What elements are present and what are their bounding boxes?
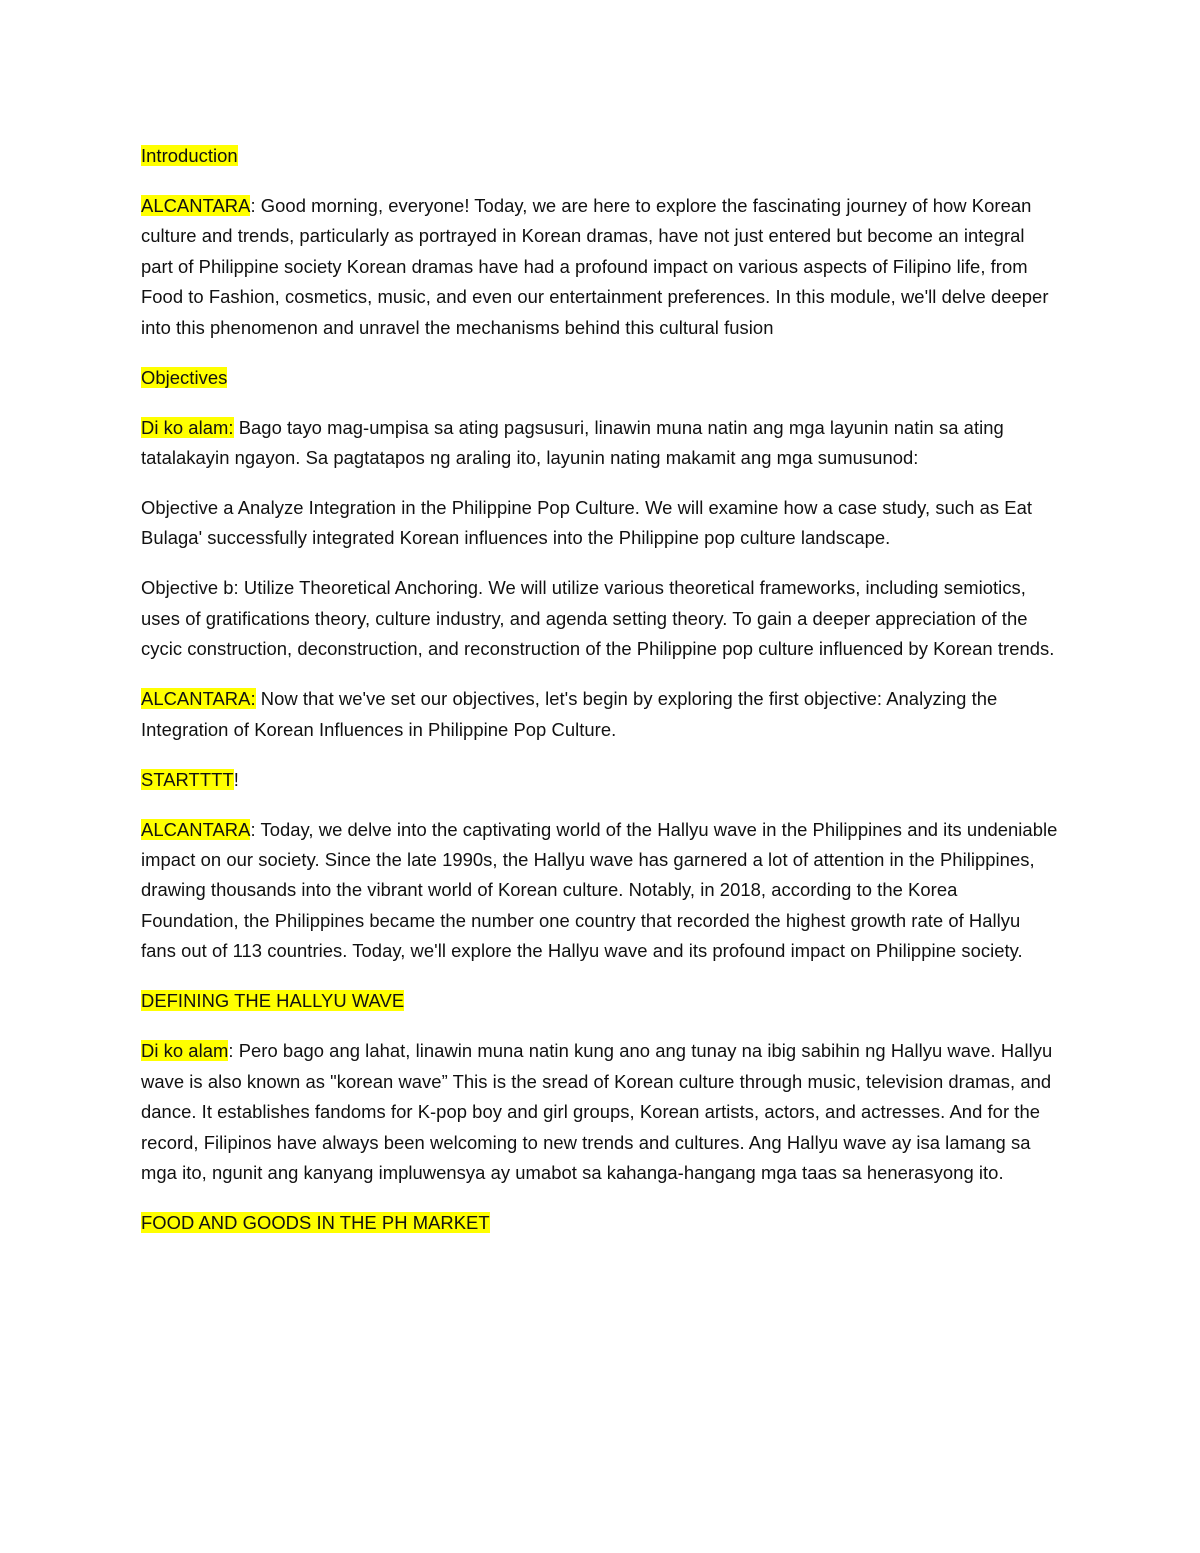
heading-objectives	[141, 363, 1059, 393]
speaker-label: ALCANTARA:	[141, 688, 256, 710]
heading-defining-hallyu	[141, 986, 1059, 1016]
paragraph-text: Today, we delve into the captivating world of the Hallyu wave in the Philippines and its undeniable impact on our society. Since the late 1990s, the Hallyu wave has garnered a lot of attention in the Philippines, drawing thousands into the vibrant world of Korean culture. Notably, in 2018, according to the Korea Foundation, the Philippines became the number one country that recorded the highest growth rate of Hallyu fans out of 113 countries. Today, we'll explore the Hallyu wave and its profound impact on Philippine society.	[141, 818, 1058, 962]
separator: :	[228, 1040, 234, 1062]
separator: :	[250, 818, 256, 840]
heading-text: STARTTTT	[141, 768, 234, 790]
document-body	[141, 141, 1059, 1258]
heading-food-goods	[141, 1208, 1059, 1238]
paragraph-text: Good morning, everyone! Today, we are here to explore the fascinating journey of how Korean culture and trends, particularly as portrayed in Korean dramas, have not just entered but become an integral part of Philippine society Korean dramas have had a profound impact on various aspects of Filipino life, from Food to Fashion, cosmetics, music, and even our entertainment preferences. In this module, we'll delve deeper into this phenomenon and unravel the mechanisms behind this cultural fusion	[141, 195, 1049, 338]
paragraph-objective-b	[141, 573, 1059, 664]
heading-text: FOOD AND GOODS IN THE PH MARKET	[141, 1211, 490, 1233]
paragraph-hallyu-definition	[141, 1036, 1059, 1188]
heading-start	[141, 765, 1059, 795]
paragraph-hallyu-intro	[141, 815, 1059, 967]
paragraph-text: Pero bago ang lahat, linawin muna natin kung ano ang tunay na ibig sabihin ng Hallyu wave. Hallyu wave is also known as "korean wave” This is the sread of Korean culture through music, television dramas, and dance. It establishes fandoms for K-pop boy and girl groups, Korean artists, actors, and actresses. And for the record, Filipinos have always been welcoming to new trends and cultures. Ang Hallyu wave ay isa lamang sa mga ito, ngunit ang kanyang impluwensya ay umabot sa kahanga-hangang mga taas sa henerasyong ito.	[141, 1040, 1053, 1183]
paragraph-objectives-intro	[141, 413, 1059, 474]
heading-introduction	[141, 141, 1059, 171]
paragraph-introduction	[141, 191, 1059, 343]
speaker-label: ALCANTARA	[141, 195, 251, 216]
paragraph-text: Bago tayo mag-umpisa sa ating pagsusuri, linawin muna natin ang mga layunin natin sa ating tatalakayin ngayon. Sa pagtatapos ng araling ito, layunin nating makamit ang mga sumusunod:	[141, 416, 1004, 469]
paragraph-text: Objective b: Utilize Theoretical Anchoring. We will utilize various theoretical frameworks, including semiotics, uses of gratifications theory, culture industry, and agenda setting theory. To gain a deeper appreciation of the cycic construction, deconstruction, and reconstruction of the Philippine pop culture influenced by Korean trends.	[141, 577, 1055, 660]
heading-suffix: !	[233, 768, 239, 790]
heading-text: DEFINING THE HALLYU WAVE	[141, 990, 405, 1012]
separator: :	[250, 195, 256, 216]
heading-text: Introduction	[141, 145, 238, 166]
paragraph-text: Objective a Analyze Integration in the Philippine Pop Culture. We will examine how a case study, such as Eat Bulaga' successfully integrated Korean influences into the Philippine pop culture landscape.	[141, 497, 1033, 549]
heading-text: Objectives	[141, 366, 228, 388]
paragraph-transition	[141, 684, 1059, 745]
paragraph-text: Now that we've set our objectives, let's begin by exploring the first objective: Analyzing the Integration of Korean Influences in Philippine Pop Culture.	[141, 688, 998, 740]
speaker-label: ALCANTARA	[141, 818, 251, 840]
speaker-label: Di ko alam:	[141, 416, 234, 438]
speaker-label: Di ko alam	[141, 1040, 229, 1062]
paragraph-objective-a	[141, 493, 1059, 554]
